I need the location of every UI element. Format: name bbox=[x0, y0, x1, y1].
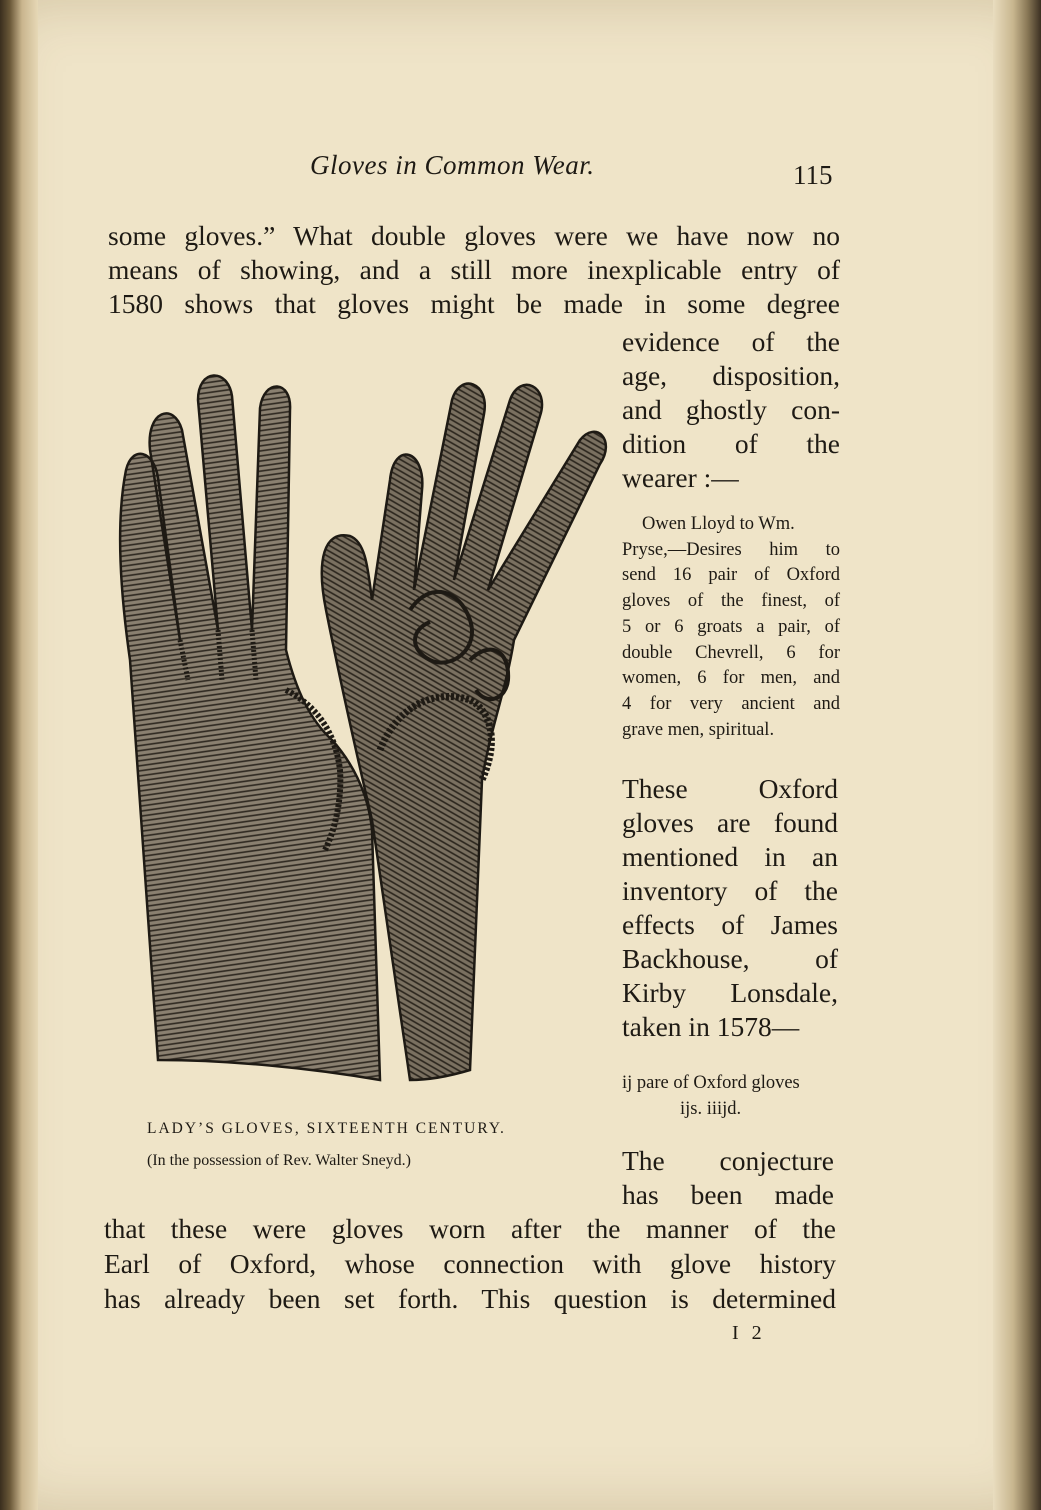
running-head: Gloves in Common Wear. bbox=[310, 150, 595, 180]
body-line: Backhouse, of bbox=[622, 943, 838, 974]
quote-line: double Chevrell, 6 for bbox=[622, 642, 840, 663]
body-line: mentioned in an bbox=[622, 841, 838, 872]
quoted-letter bbox=[622, 512, 840, 743]
signature-mark: I 2 bbox=[732, 1322, 766, 1344]
quote-line: 4 for very ancient and bbox=[622, 693, 840, 714]
quote-line: 5 or 6 groats a pair, of bbox=[622, 616, 840, 637]
left-glove bbox=[120, 375, 380, 1080]
quote-line: women, 6 for men, and bbox=[622, 668, 840, 689]
body-line: some gloves.” What double gloves were we have now no bbox=[108, 220, 840, 251]
body-line: The conjecture bbox=[622, 1145, 834, 1176]
quote-line: grave men, spiritual. bbox=[622, 719, 775, 740]
page-gutter bbox=[0, 0, 38, 1510]
inventory-entry bbox=[622, 1070, 842, 1122]
body-line: 1580 shows that gloves might be made in some degree bbox=[108, 288, 840, 319]
body-line: that these were gloves worn after the manner of the bbox=[104, 1213, 836, 1244]
figure-caption: LADY’S GLOVES, SIXTEENTH CENTURY. bbox=[147, 1120, 506, 1137]
quote-line: Pryse,—Desires him to bbox=[622, 539, 840, 560]
body-line: has already been set forth. This question is determined bbox=[104, 1283, 836, 1314]
figure-caption-note: (In the possession of Rev. Walter Sneyd.) bbox=[147, 1152, 411, 1169]
inventory-line: ij pare of Oxford gloves bbox=[622, 1073, 800, 1093]
body-line: dition of the bbox=[622, 428, 840, 459]
body-line: taken in 1578— bbox=[622, 1011, 800, 1042]
inventory-amount: ijs. iiijd. bbox=[680, 1099, 742, 1119]
gloves-engraving bbox=[110, 360, 610, 1090]
body-line: Earl of Oxford, whose connection with glove history bbox=[104, 1248, 836, 1279]
body-line: wearer :— bbox=[622, 462, 739, 493]
page-fore-edge bbox=[993, 0, 1041, 1510]
body-line: effects of James bbox=[622, 909, 838, 940]
body-line: evidence of the bbox=[622, 326, 840, 357]
body-line: and ghostly con- bbox=[622, 394, 840, 425]
quote-line: send 16 pair of Oxford bbox=[622, 565, 840, 586]
quote-line: Owen Lloyd to Wm. bbox=[642, 514, 795, 534]
body-line: has been made bbox=[622, 1179, 834, 1210]
body-line: Kirby Lonsdale, bbox=[622, 977, 838, 1008]
body-line: gloves are found bbox=[622, 807, 838, 838]
body-line: age, disposition, bbox=[622, 360, 840, 391]
body-line: inventory of the bbox=[622, 875, 838, 906]
body-line: These Oxford bbox=[622, 773, 838, 804]
quote-line: gloves of the finest, of bbox=[622, 591, 840, 612]
page-number: 115 bbox=[793, 160, 833, 190]
body-line: means of showing, and a still more inexplicable entry of bbox=[108, 254, 840, 285]
